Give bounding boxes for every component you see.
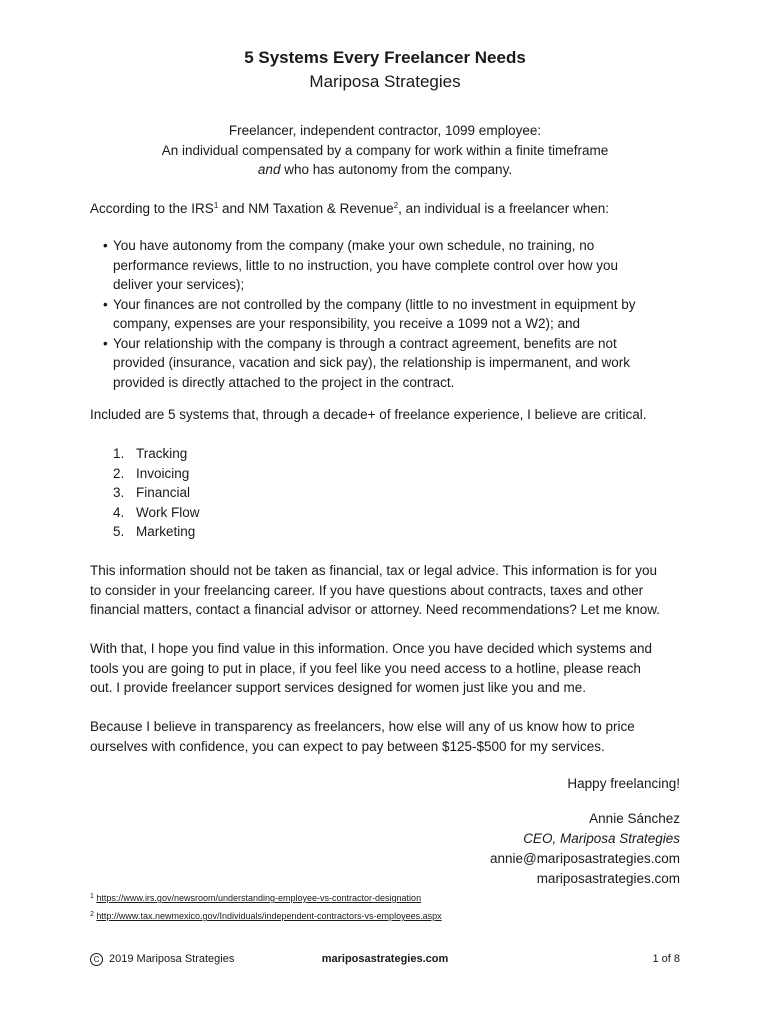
list-number: 3. bbox=[113, 485, 125, 500]
footnotes bbox=[90, 889, 442, 925]
bullet-line: Your relationship with the company is through a contract agreement, benefits are not bbox=[113, 335, 617, 351]
signature-name: Annie Sánchez bbox=[589, 811, 680, 826]
list-number: 5. bbox=[113, 524, 125, 539]
bullet-line: deliver your services); bbox=[113, 277, 245, 292]
system-label: Financial bbox=[136, 485, 191, 500]
included-paragraph bbox=[90, 405, 690, 425]
footnote-link-2[interactable]: http://www.tax.newmexico.gov/Individuals/independent-contractors-vs-employees.aspx bbox=[96, 911, 442, 921]
paragraph-line: This information should not be taken as financial, tax or legal advice. This information is for you bbox=[90, 563, 658, 578]
irs-intro-text-3: , an individual is a freelancer when: bbox=[398, 201, 609, 216]
paragraph-line: out. I provide freelancer support services designed for women just like you and me. bbox=[90, 680, 587, 695]
system-label: Tracking bbox=[136, 446, 188, 461]
footnote-link-1[interactable]: https://www.irs.gov/newsroom/understanding-employee-vs-contractor-designation bbox=[96, 893, 422, 903]
footnote-2 bbox=[90, 907, 442, 925]
included-text: Included are 5 systems that, through a decade+ of freelance experience, I believe are critical. bbox=[90, 407, 647, 422]
list-item bbox=[113, 483, 200, 503]
freelancer-definition bbox=[0, 121, 770, 180]
paragraph-line: Because I believe in transparency as freelancers, how else will any of us know how to price bbox=[90, 719, 635, 734]
footnote-1 bbox=[90, 889, 442, 907]
definition-line-1: Freelancer, independent contractor, 1099 employee: bbox=[228, 123, 542, 138]
closing-line: Happy freelancing! bbox=[567, 776, 680, 791]
footnote-number: 1 bbox=[90, 893, 94, 900]
bullet-icon: • bbox=[103, 335, 108, 351]
signature-email[interactable]: annie@mariposastrategies.com bbox=[489, 851, 680, 866]
list-item bbox=[113, 464, 200, 484]
definition-line-2: An individual compensated by a company for work within a finite timeframe bbox=[161, 142, 609, 158]
definition-line-3-rest: who has autonomy from the company. bbox=[280, 162, 513, 177]
copyright-text: 2019 Mariposa Strategies bbox=[109, 953, 235, 965]
footnote-number: 2 bbox=[90, 911, 94, 918]
paragraph-line: tools you are going to put in place, if you feel like you need access to a hotline, please reach bbox=[90, 660, 641, 676]
systems-list bbox=[113, 444, 200, 542]
list-item bbox=[113, 503, 200, 523]
irs-intro-paragraph bbox=[90, 199, 690, 219]
signature-website[interactable]: mariposastrategies.com bbox=[536, 871, 680, 886]
list-item bbox=[113, 444, 200, 464]
list-item bbox=[103, 236, 693, 295]
page-number: 1 of 8 bbox=[652, 953, 680, 965]
bullet-line: Your finances are not controlled by the company (little to no investment in equipment by bbox=[113, 296, 636, 312]
copyright-icon: C bbox=[90, 953, 103, 966]
paragraph-line: financial matters, contact a financial advisor or attorney. Need recommendations? Let me know. bbox=[90, 602, 661, 617]
list-item bbox=[113, 522, 200, 542]
list-number: 1. bbox=[113, 446, 125, 461]
paragraph-line: to consider in your freelancing career. If you have questions about contracts, taxes and other bbox=[90, 582, 644, 598]
footnote-ref-2[interactable]: 2 bbox=[393, 201, 399, 210]
pricing-paragraph bbox=[90, 717, 690, 756]
irs-intro-text-2: and NM Taxation & Revenue bbox=[218, 201, 394, 216]
document-title: 5 Systems Every Freelancer Needs bbox=[244, 48, 526, 67]
bullet-line: provided (insurance, vacation and sick pay), the relationship is impermanent, and work bbox=[113, 355, 631, 370]
signature-role-text: CEO, Mariposa Strategies bbox=[523, 831, 680, 846]
system-label: Marketing bbox=[136, 524, 196, 539]
list-item bbox=[103, 295, 693, 334]
system-label: Work Flow bbox=[136, 504, 200, 520]
bullet-line: You have autonomy from the company (make your own schedule, no training, no bbox=[113, 238, 595, 253]
list-number: 2. bbox=[113, 465, 125, 481]
bullet-line: provided is directly attached to the project in the contract. bbox=[113, 374, 455, 390]
bullet-line: company, expenses are your responsibility, you receive a 1099 not a W2); and bbox=[113, 316, 581, 331]
footer-website[interactable]: mariposastrategies.com bbox=[321, 953, 449, 965]
bullet-icon: • bbox=[103, 238, 108, 253]
signature-role bbox=[280, 829, 680, 849]
paragraph-line: ourselves with confidence, you can expect to pay between $125-$500 for my services. bbox=[90, 738, 605, 754]
support-paragraph bbox=[90, 639, 690, 698]
freelancer-criteria-list bbox=[103, 236, 693, 392]
disclaimer-paragraph bbox=[90, 561, 690, 620]
list-number: 4. bbox=[113, 504, 125, 520]
definition-line-3 bbox=[0, 160, 770, 180]
signature-block bbox=[280, 809, 680, 889]
paragraph-line: With that, I hope you find value in this information. Once you have decided which systems and bbox=[90, 641, 653, 656]
document-subtitle: Mariposa Strategies bbox=[309, 72, 461, 91]
bullet-line: performance reviews, little to no instruction, you have complete control over how you bbox=[113, 257, 618, 273]
footnote-ref-1[interactable]: 1 bbox=[213, 201, 219, 210]
list-item bbox=[103, 334, 693, 393]
irs-intro-text: According to the IRS bbox=[90, 201, 214, 216]
system-label: Invoicing bbox=[136, 465, 190, 481]
definition-emphasis: and bbox=[257, 162, 281, 177]
bullet-icon: • bbox=[103, 296, 108, 312]
